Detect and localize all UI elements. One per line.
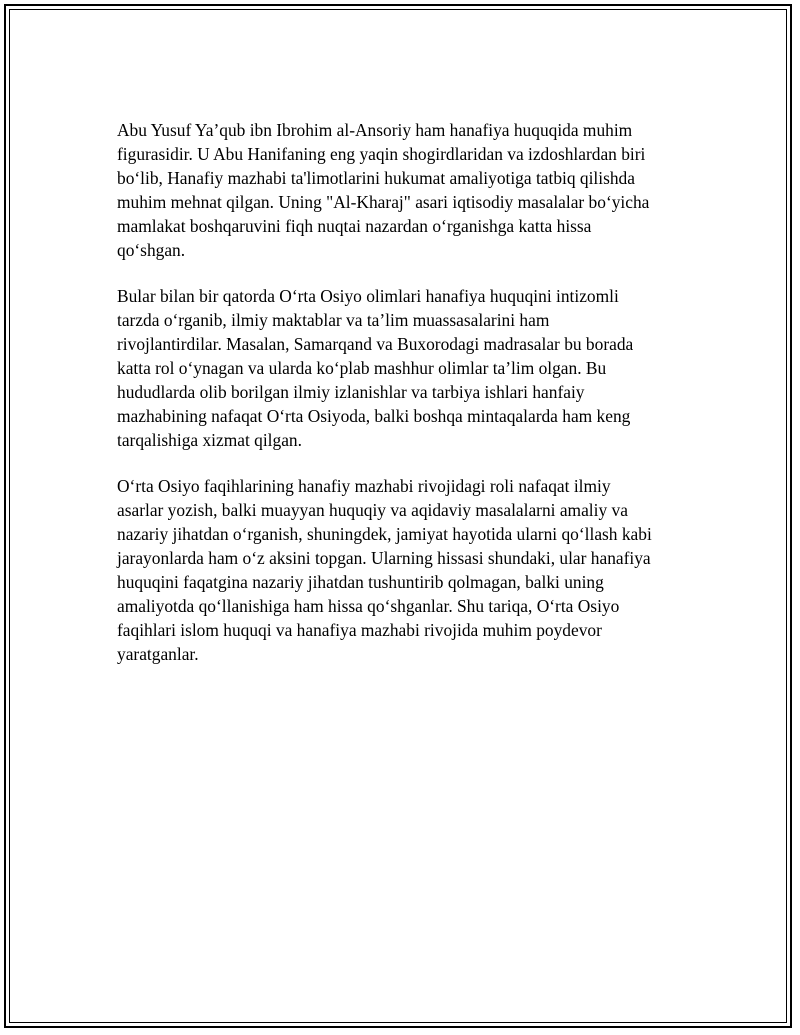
paragraph-central-asian-scholars: Bular bilan bir qatorda O‘rta Osiyo olimlari hanafiya huquqini intizomli tarzda o‘rganib, ilmiy maktablar va ta’lim muassasalarini ham rivojlantirdilar. Masalan, Samarqand va Buxorodagi madrasalar bu borada katta rol o‘ynagan va ularda ko‘plab mashhur olimlar ta’lim olgan. Bu hududlarda olib borilgan ilmiy izlanishlar va tarbiya ishlari hanfaiy mazhabining nafaqat O‘rta Osiyoda, balki boshqa mintaqalarda ham keng tarqalishiga xizmat qilgan.: [117, 286, 634, 450]
paragraph-abu-yusuf: Abu Yusuf Ya’qub ibn Ibrohim al-Ansoriy ham hanafiya huquqida muhim figurasidir. U Abu Hanifaning eng yaqin shogirdlaridan va izdoshlardan biri bo‘lib, Hanafiy mazhabi ta'limotlarini hukumat amaliyotiga tatbiq qilishda muhim mehnat qilgan. Uning "Al-Kharaj" asari iqtisodiy masalalar bo‘yicha mamlakat boshqaruvini fiqh nuqtai nazardan o‘rganishga katta hissa qo‘shgan.: [117, 120, 650, 260]
document-body: [117, 118, 687, 688]
paragraph-jurists-role: O‘rta Osiyo faqihlarining hanafiy mazhabi rivojidagi roli nafaqat ilmiy asarlar yozish, balki muayyan huquqiy va aqidaviy masalalarni amaliy va nazariy jihatdan o‘rganish, shuningdek, jamiyat hayotida ularni qo‘llash kabi jarayonlarda ham o‘z aksini topgan. Ularning hissasi shundaki, ular hanafiya huquqini faqatgina nazariy jihatdan tushuntirib qolmagan, balki uning amaliyotda qo‘llanishiga ham hissa qo‘shganlar. Shu tariqa, O‘rta Osiyo faqihlari islom huquqi va hanafiya mazhabi rivojida muhim poydevor yaratganlar.: [117, 476, 652, 664]
